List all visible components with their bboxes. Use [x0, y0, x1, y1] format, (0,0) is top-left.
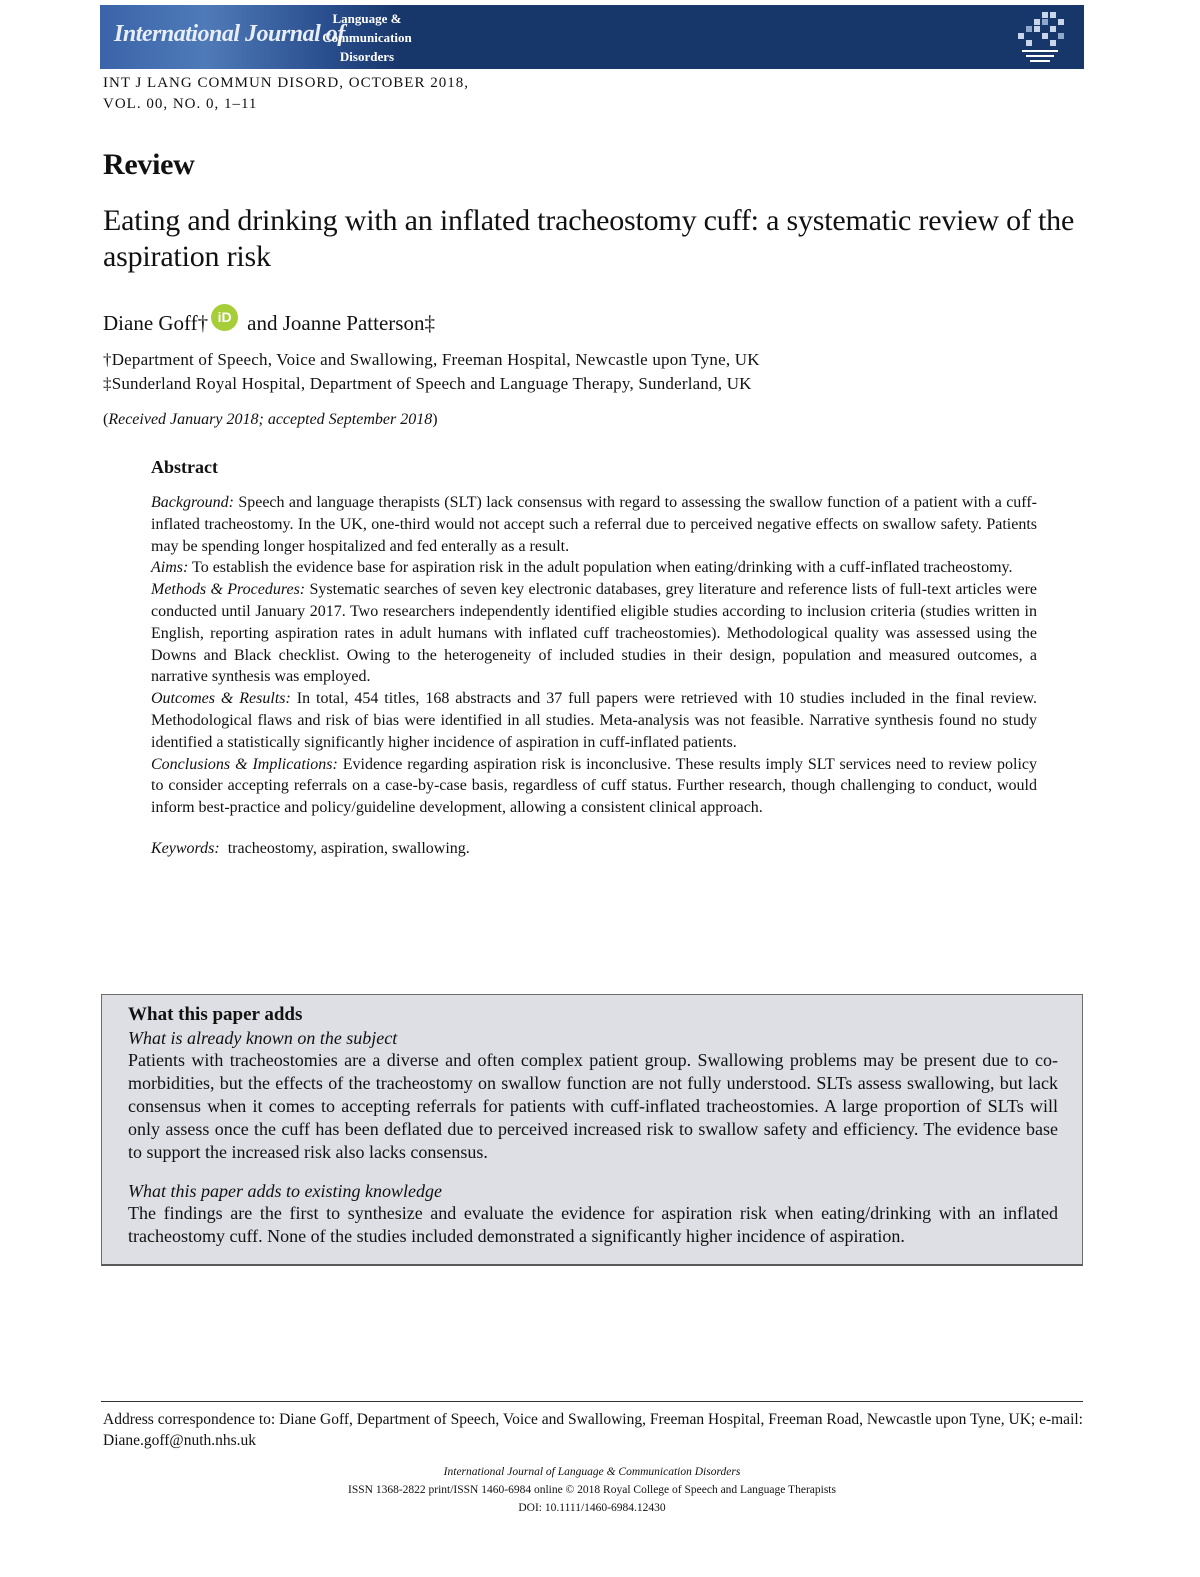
abstract-section-label: Outcomes & Results: — [151, 690, 291, 708]
received-dates: (Received January 2018; accepted September 2018) — [103, 411, 438, 428]
journal-footer — [100, 1463, 1084, 1517]
author-name: Diane Goff† — [103, 311, 209, 335]
affiliation: ‡Sunderland Royal Hospital, Department of Speech and Language Therapy, Sunderland, UK — [103, 374, 752, 393]
adds-subheading: What this paper adds to existing knowledge — [128, 1181, 442, 1201]
keywords — [151, 840, 1037, 858]
abstract-section — [151, 688, 1037, 753]
citation-line-1: INT J LANG COMMUN DISORD, OCTOBER 2018, — [103, 75, 469, 91]
abstract-section-label: Methods & Procedures: — [151, 581, 306, 599]
known-text: Patients with tracheostomies are a diverse and often complex patient group. Swallowing problems may be present due to co-morbidities, but the effects of the tracheostomy on swallow function are not fully understood. SLTs assess swallowing, but lack consensus when it comes to accepting referrals for patients with cuff-inflated tracheostomies. A large proportion of SLTs will only assess once the cuff has been deflated due to perceived increased risk to swallow safety and efficiency. The evidence base to support the increased risk also lacks consensus. — [128, 1050, 1058, 1162]
received-text: Received January 2018; accepted September 2018 — [108, 411, 433, 428]
affiliations — [103, 348, 760, 396]
keywords-label: Keywords: — [151, 839, 220, 857]
author-name: and Joanne Patterson‡ — [247, 311, 435, 335]
footer-journal-name: International Journal of Language & Communication Disorders — [443, 1466, 741, 1478]
paper-title: Eating and drinking with an inflated tracheostomy cuff: a systematic review of the aspiration risk — [103, 204, 1075, 273]
abstract-heading: Abstract — [151, 457, 218, 477]
citation-line — [103, 73, 469, 115]
abstract-section-text: In total, 454 titles, 168 abstracts and 37 full papers were retrieved with 10 studies included in the final review. Methodological flaws and risk of bias were identified in all studies. Meta-analysis was not feasible. Narrative synthesis found no study identified a statistically significantly higher incidence of aspiration in cuff-inflated patients. — [151, 690, 1038, 751]
abstract-section — [151, 557, 1037, 579]
known-subheading: What is already known on the subject — [128, 1028, 398, 1048]
rcslt-emblem-icon — [1012, 10, 1068, 64]
abstract-section-text: Systematic searches of seven key electronic databases, grey literature and reference lists of full-text articles were conducted until January 2017. Two researchers independently identified eligible studies according to inclusion criteria (studies written in English, reporting aspiration rates in adult humans with inflated cuff tracheostomies). Methodological quality was assessed using the Downs and Black checklist. Owing to the heterogeneity of included studies in their design, population and measured outcomes, a narrative synthesis was employed. — [151, 581, 1038, 686]
abstract-section — [151, 754, 1037, 819]
adds-text: The findings are the first to synthesize and evaluate the evidence for aspiration risk when eating/drinking with an inflated tracheostomy cuff. None of the studies included demonstrated a significantly higher incidence of aspiration. — [128, 1203, 1058, 1246]
abstract-section-text: Evidence regarding aspiration risk is inconclusive. These results imply SLT services need to review policy to consider accepting referrals on a case-by-case basis, regardless of cuff status. Further research, though challenging to conduct, would inform best-practice and policy/guideline development, allowing a consistent clinical approach. — [151, 755, 1038, 817]
abstract-section-text: To establish the evidence base for aspiration risk in the adult population when eating/drinking with a cuff-inflated tracheostomy. — [192, 559, 1013, 577]
banner-subtitle-line: Disorders — [339, 49, 395, 64]
abstract-section-text: Speech and language therapists (SLT) lack consensus with regard to assessing the swallow function of a patient with a cuff-inflated tracheostomy. In the UK, one-third would not accept such a referral due to perceived negative effects on swallow safety. Patients may be spending longer hospitalized and fed enterally as a result. — [151, 494, 1037, 555]
abstract-section-label: Aims: — [151, 559, 189, 577]
abstract-body — [151, 492, 1037, 819]
correspondence-address: Address correspondence to: Diane Goff, Department of Speech, Voice and Swallowing, Freeman Hospital, Freeman Road, Newcastle upon Tyne, UK; e-mail: Diane.goff@nuth.nhs.uk — [103, 1411, 1083, 1449]
keywords-list: tracheostomy, aspiration, swallowing. — [227, 839, 470, 857]
abstract-section-label: Background: — [151, 494, 234, 511]
author-list — [103, 310, 435, 337]
what-this-paper-adds-box — [101, 994, 1083, 1266]
abstract-section — [151, 492, 1037, 557]
banner-journal-name: International Journal of — [114, 21, 345, 47]
abstract-section-label: Conclusions & Implications: — [151, 755, 338, 773]
footer-doi[interactable]: DOI: 10.1111/1460-6984.12430 — [518, 1502, 666, 1514]
orcid-icon[interactable]: iD — [211, 304, 238, 331]
banner-subtitle-line: Communication — [322, 30, 412, 45]
affiliation: †Department of Speech, Voice and Swallowing, Freeman Hospital, Newcastle upon Tyne, UK — [103, 350, 760, 369]
footer-divider — [101, 1401, 1083, 1402]
abstract-section — [151, 579, 1037, 688]
banner-subtitle-line: Language & — [332, 11, 402, 26]
footer-issn: ISSN 1368-2822 print/ISSN 1460-6984 online © 2018 Royal College of Speech and Language Therapists — [348, 1484, 836, 1496]
abstract — [151, 457, 1037, 858]
adds-heading: What this paper adds — [128, 1004, 303, 1025]
section-label: Review — [103, 148, 195, 181]
journal-banner — [100, 5, 1084, 69]
citation-line-2: VOL. 00, NO. 0, 1–11 — [103, 96, 258, 112]
banner-subtitle — [312, 9, 422, 66]
